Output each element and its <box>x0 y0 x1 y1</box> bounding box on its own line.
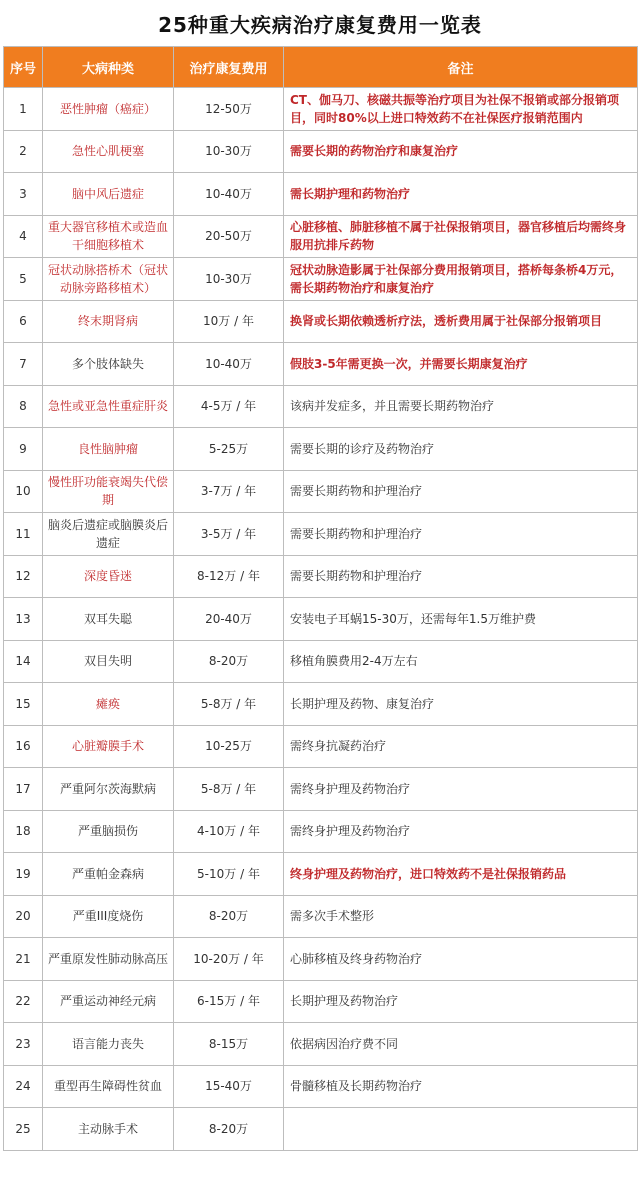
header-disease: 大病种类 <box>43 47 174 88</box>
table-row <box>4 173 638 216</box>
remark: 假肢3-5年需更换一次，并需要长期康复治疗 <box>284 343 638 386</box>
row-number: 13 <box>4 598 43 641</box>
remark: 长期护理及药物、康复治疗 <box>284 683 638 726</box>
table-row <box>4 513 638 556</box>
treatment-cost: 10-30万 <box>174 130 284 173</box>
disease-name: 恶性肿瘤（癌症） <box>43 88 174 131</box>
remark: 冠状动脉造影属于社保部分费用报销项目，搭桥每条桥4万元，需长期药物治疗和康复治疗 <box>284 258 638 301</box>
table-row <box>4 980 638 1023</box>
remark: 换肾或长期依赖透析疗法，透析费用属于社保部分报销项目 <box>284 300 638 343</box>
remark: 心脏移植、肺脏移植不属于社保报销项目，器官移植后均需终身服用抗排斥药物 <box>284 215 638 258</box>
remark: 需要长期的药物治疗和康复治疗 <box>284 130 638 173</box>
row-number: 11 <box>4 513 43 556</box>
table-row <box>4 215 638 258</box>
table-row <box>4 725 638 768</box>
row-number: 10 <box>4 470 43 513</box>
disease-name: 严重III度烧伤 <box>43 895 174 938</box>
table-row <box>4 300 638 343</box>
remark: 需终身抗凝药治疗 <box>284 725 638 768</box>
header-no: 序号 <box>4 47 43 88</box>
treatment-cost: 6-15万 / 年 <box>174 980 284 1023</box>
remark: 需长期护理和药物治疗 <box>284 173 638 216</box>
row-number: 1 <box>4 88 43 131</box>
treatment-cost: 10-20万 / 年 <box>174 938 284 981</box>
remark: CT、伽马刀、核磁共振等治疗项目为社保不报销或部分报销项目，同时80%以上进口特效药不在社保医疗报销范围内 <box>284 88 638 131</box>
table-header-row <box>4 47 638 88</box>
disease-name: 慢性肝功能衰竭失代偿期 <box>43 470 174 513</box>
remark: 移植角膜费用2-4万左右 <box>284 640 638 683</box>
row-number: 22 <box>4 980 43 1023</box>
table-row <box>4 768 638 811</box>
disease-name: 重型再生障碍性贫血 <box>43 1065 174 1108</box>
remark: 需多次手术整形 <box>284 895 638 938</box>
disease-name: 良性脑肿瘤 <box>43 428 174 471</box>
header-cost: 治疗康复费用 <box>174 47 284 88</box>
row-number: 12 <box>4 555 43 598</box>
header-note: 备注 <box>284 47 638 88</box>
remark: 需要长期的诊疗及药物治疗 <box>284 428 638 471</box>
disease-name: 严重帕金森病 <box>43 853 174 896</box>
table-row <box>4 640 638 683</box>
table-row <box>4 938 638 981</box>
treatment-cost: 3-5万 / 年 <box>174 513 284 556</box>
table-row <box>4 1065 638 1108</box>
disease-name: 双目失明 <box>43 640 174 683</box>
table-row <box>4 428 638 471</box>
treatment-cost: 4-5万 / 年 <box>174 385 284 428</box>
treatment-cost: 20-40万 <box>174 598 284 641</box>
treatment-cost: 10-40万 <box>174 343 284 386</box>
disease-name: 冠状动脉搭桥术（冠状动脉旁路移植术） <box>43 258 174 301</box>
treatment-cost: 20-50万 <box>174 215 284 258</box>
remark: 骨髓移植及长期药物治疗 <box>284 1065 638 1108</box>
treatment-cost: 5-10万 / 年 <box>174 853 284 896</box>
row-number: 18 <box>4 810 43 853</box>
table-row <box>4 470 638 513</box>
table-row <box>4 385 638 428</box>
table-row <box>4 810 638 853</box>
table-row <box>4 343 638 386</box>
table-row <box>4 1023 638 1066</box>
row-number: 7 <box>4 343 43 386</box>
treatment-cost: 3-7万 / 年 <box>174 470 284 513</box>
cost-table <box>3 46 638 1151</box>
disease-name: 急性或亚急性重症肝炎 <box>43 385 174 428</box>
row-number: 3 <box>4 173 43 216</box>
disease-name: 严重原发性肺动脉高压 <box>43 938 174 981</box>
row-number: 24 <box>4 1065 43 1108</box>
row-number: 15 <box>4 683 43 726</box>
remark: 长期护理及药物治疗 <box>284 980 638 1023</box>
treatment-cost: 8-20万 <box>174 895 284 938</box>
row-number: 5 <box>4 258 43 301</box>
row-number: 14 <box>4 640 43 683</box>
treatment-cost: 15-40万 <box>174 1065 284 1108</box>
table-row <box>4 683 638 726</box>
remark: 安装电子耳蜗15-30万，还需每年1.5万维护费 <box>284 598 638 641</box>
table-row <box>4 258 638 301</box>
remark: 需要长期药物和护理治疗 <box>284 555 638 598</box>
table-row <box>4 895 638 938</box>
remark: 需要长期药物和护理治疗 <box>284 513 638 556</box>
disease-name: 重大器官移植术或造血干细胞移植术 <box>43 215 174 258</box>
row-number: 16 <box>4 725 43 768</box>
remark: 该病并发症多，并且需要长期药物治疗 <box>284 385 638 428</box>
disease-name: 双耳失聪 <box>43 598 174 641</box>
remark: 需终身护理及药物治疗 <box>284 768 638 811</box>
disease-name: 急性心肌梗塞 <box>43 130 174 173</box>
row-number: 4 <box>4 215 43 258</box>
row-number: 8 <box>4 385 43 428</box>
disease-name: 严重脑损伤 <box>43 810 174 853</box>
treatment-cost: 5-25万 <box>174 428 284 471</box>
row-number: 23 <box>4 1023 43 1066</box>
treatment-cost: 10万 / 年 <box>174 300 284 343</box>
disease-name: 心脏瓣膜手术 <box>43 725 174 768</box>
disease-name: 深度昏迷 <box>43 555 174 598</box>
remark: 需要长期药物和护理治疗 <box>284 470 638 513</box>
table-row <box>4 598 638 641</box>
remark: 心肺移植及终身药物治疗 <box>284 938 638 981</box>
treatment-cost: 10-40万 <box>174 173 284 216</box>
row-number: 19 <box>4 853 43 896</box>
page-title: 25种重大疾病治疗康复费用一览表 <box>158 12 482 37</box>
table-row <box>4 88 638 131</box>
table-row <box>4 853 638 896</box>
treatment-cost: 10-30万 <box>174 258 284 301</box>
table-row <box>4 555 638 598</box>
row-number: 21 <box>4 938 43 981</box>
disease-name: 语言能力丧失 <box>43 1023 174 1066</box>
treatment-cost: 5-8万 / 年 <box>174 683 284 726</box>
row-number: 17 <box>4 768 43 811</box>
remark: 依据病因治疗费不同 <box>284 1023 638 1066</box>
disease-name: 严重运动神经元病 <box>43 980 174 1023</box>
row-number: 6 <box>4 300 43 343</box>
treatment-cost: 8-20万 <box>174 640 284 683</box>
remark: 终身护理及药物治疗，进口特效药不是社保报销药品 <box>284 853 638 896</box>
remark: 需终身护理及药物治疗 <box>284 810 638 853</box>
treatment-cost: 5-8万 / 年 <box>174 768 284 811</box>
row-number: 2 <box>4 130 43 173</box>
disease-name: 脑炎后遗症或脑膜炎后遗症 <box>43 513 174 556</box>
disease-name: 严重阿尔茨海默病 <box>43 768 174 811</box>
treatment-cost: 8-15万 <box>174 1023 284 1066</box>
table-row <box>4 130 638 173</box>
disease-name: 主动脉手术 <box>43 1108 174 1151</box>
treatment-cost: 12-50万 <box>174 88 284 131</box>
treatment-cost: 8-20万 <box>174 1108 284 1151</box>
treatment-cost: 8-12万 / 年 <box>174 555 284 598</box>
row-number: 20 <box>4 895 43 938</box>
disease-name: 瘫痪 <box>43 683 174 726</box>
disease-name: 终末期肾病 <box>43 300 174 343</box>
disease-name: 多个肢体缺失 <box>43 343 174 386</box>
remark <box>284 1108 638 1151</box>
treatment-cost: 10-25万 <box>174 725 284 768</box>
treatment-cost: 4-10万 / 年 <box>174 810 284 853</box>
row-number: 9 <box>4 428 43 471</box>
disease-name: 脑中风后遗症 <box>43 173 174 216</box>
row-number: 25 <box>4 1108 43 1151</box>
table-row <box>4 1108 638 1151</box>
